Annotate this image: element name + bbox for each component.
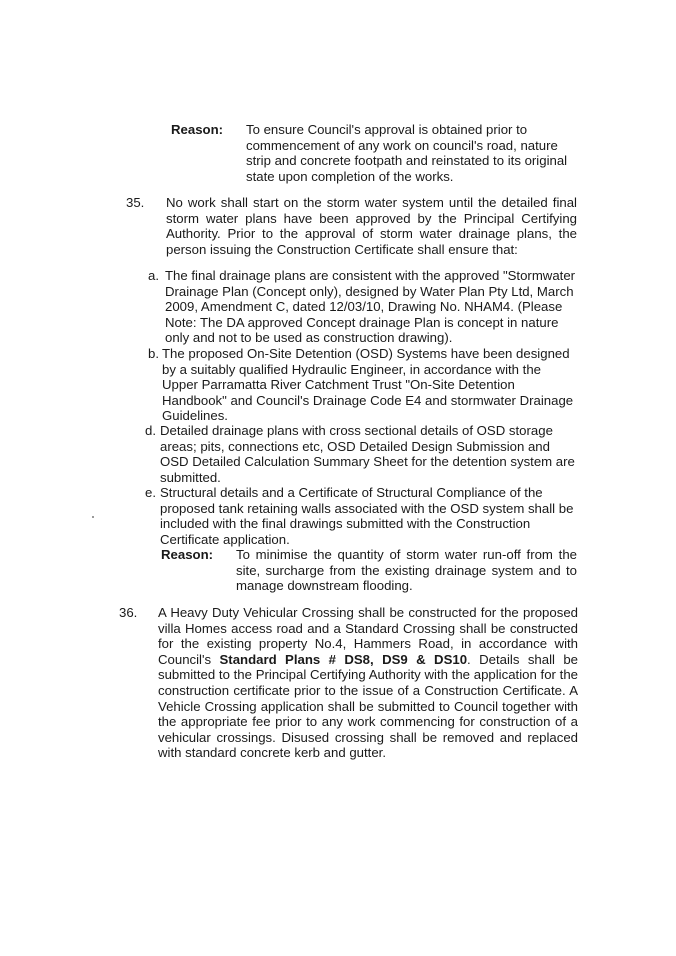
item-d-text: Detailed drainage plans with cross sectional details of OSD storage areas; pits, connections etc, OSD Detailed Design Submission and OSD Detailed Calculation Summary Sheet for the detention system are submitted. [160,423,575,485]
clause-35-reason-text: To minimise the quantity of storm water run-off from the site, surcharge from the existing drainage system and to manage downstream flooding. [236,547,577,594]
reason-text: To ensure Council's approval is obtained prior to commencement of any work on council's road, nature strip and concrete footpath and reinstated to its original state upon completion of the works. [246,122,568,184]
item-a-text: The final drainage plans are consistent with the approved "Stormwater Drainage Plan (Concept only), designed by Water Plan Pty Ltd, March 2009, Amendment C, dated 12/03/10, Drawing No. NHAM4. (Please Note: The DA approved Concept drainage Plan is concept in nature only and not to be used as construction drawing). [165,268,576,346]
clause-36-text-part-1: A Heavy Duty Vehicular Crossing shall be constructed for the proposed villa Homes access road and a Standard Crossing shall be constructed for the existing property No.4, Hammers Road, in accordance with Council's [158,605,578,667]
item-b-text: The proposed On-Site Detention (OSD) Systems have been designed by a suitably qualified Hydraulic Engineer, in accordance with the Upper Parramatta River Catchment Trust "On-Site Detention Handbook" and Council's Drainage Code E4 and stormwater Drainage Guidelines. [162,346,574,424]
clause-35-number: 35. [126,195,145,210]
item-a-letter: a. [148,268,159,283]
item-d-letter: d. [145,423,156,438]
clause-35-text: No work shall start on the storm water system until the detailed final storm water plans have been approved by the Principal Certifying Authority. Prior to the approval of storm water drainage plans, the person issuing the Construction Certificate shall ensure that: [166,195,577,257]
item-e-letter: e. [145,485,156,500]
clause-35-reason-label: Reason: [161,547,214,562]
clause-36-text [158,605,578,761]
item-b-letter: b. [148,346,159,361]
standard-plans-reference: Standard Plans # DS8, DS9 & DS10 [219,651,468,667]
clause-36-text-part-2: . Details shall be submitted to the Principal Certifying Authority with the application for the construction certificate prior to the issue of a Construction Certificate. A Vehicle Crossing application shall be submitted to Council together with the appropriate fee prior to any work commencing for construction of a vehicular crossings. Disused crossing shall be removed and replaced with standard concrete kerb and gutter. [158,651,579,761]
clause-36-number: 36. [119,605,138,620]
scan-speck [92,516,94,518]
reason-label: Reason: [171,122,224,137]
item-e-text: Structural details and a Certificate of Structural Compliance of the proposed tank retaining walls associated with the OSD system shall be included with the final drawings submitted with the Construction Certificate application. [160,485,574,547]
